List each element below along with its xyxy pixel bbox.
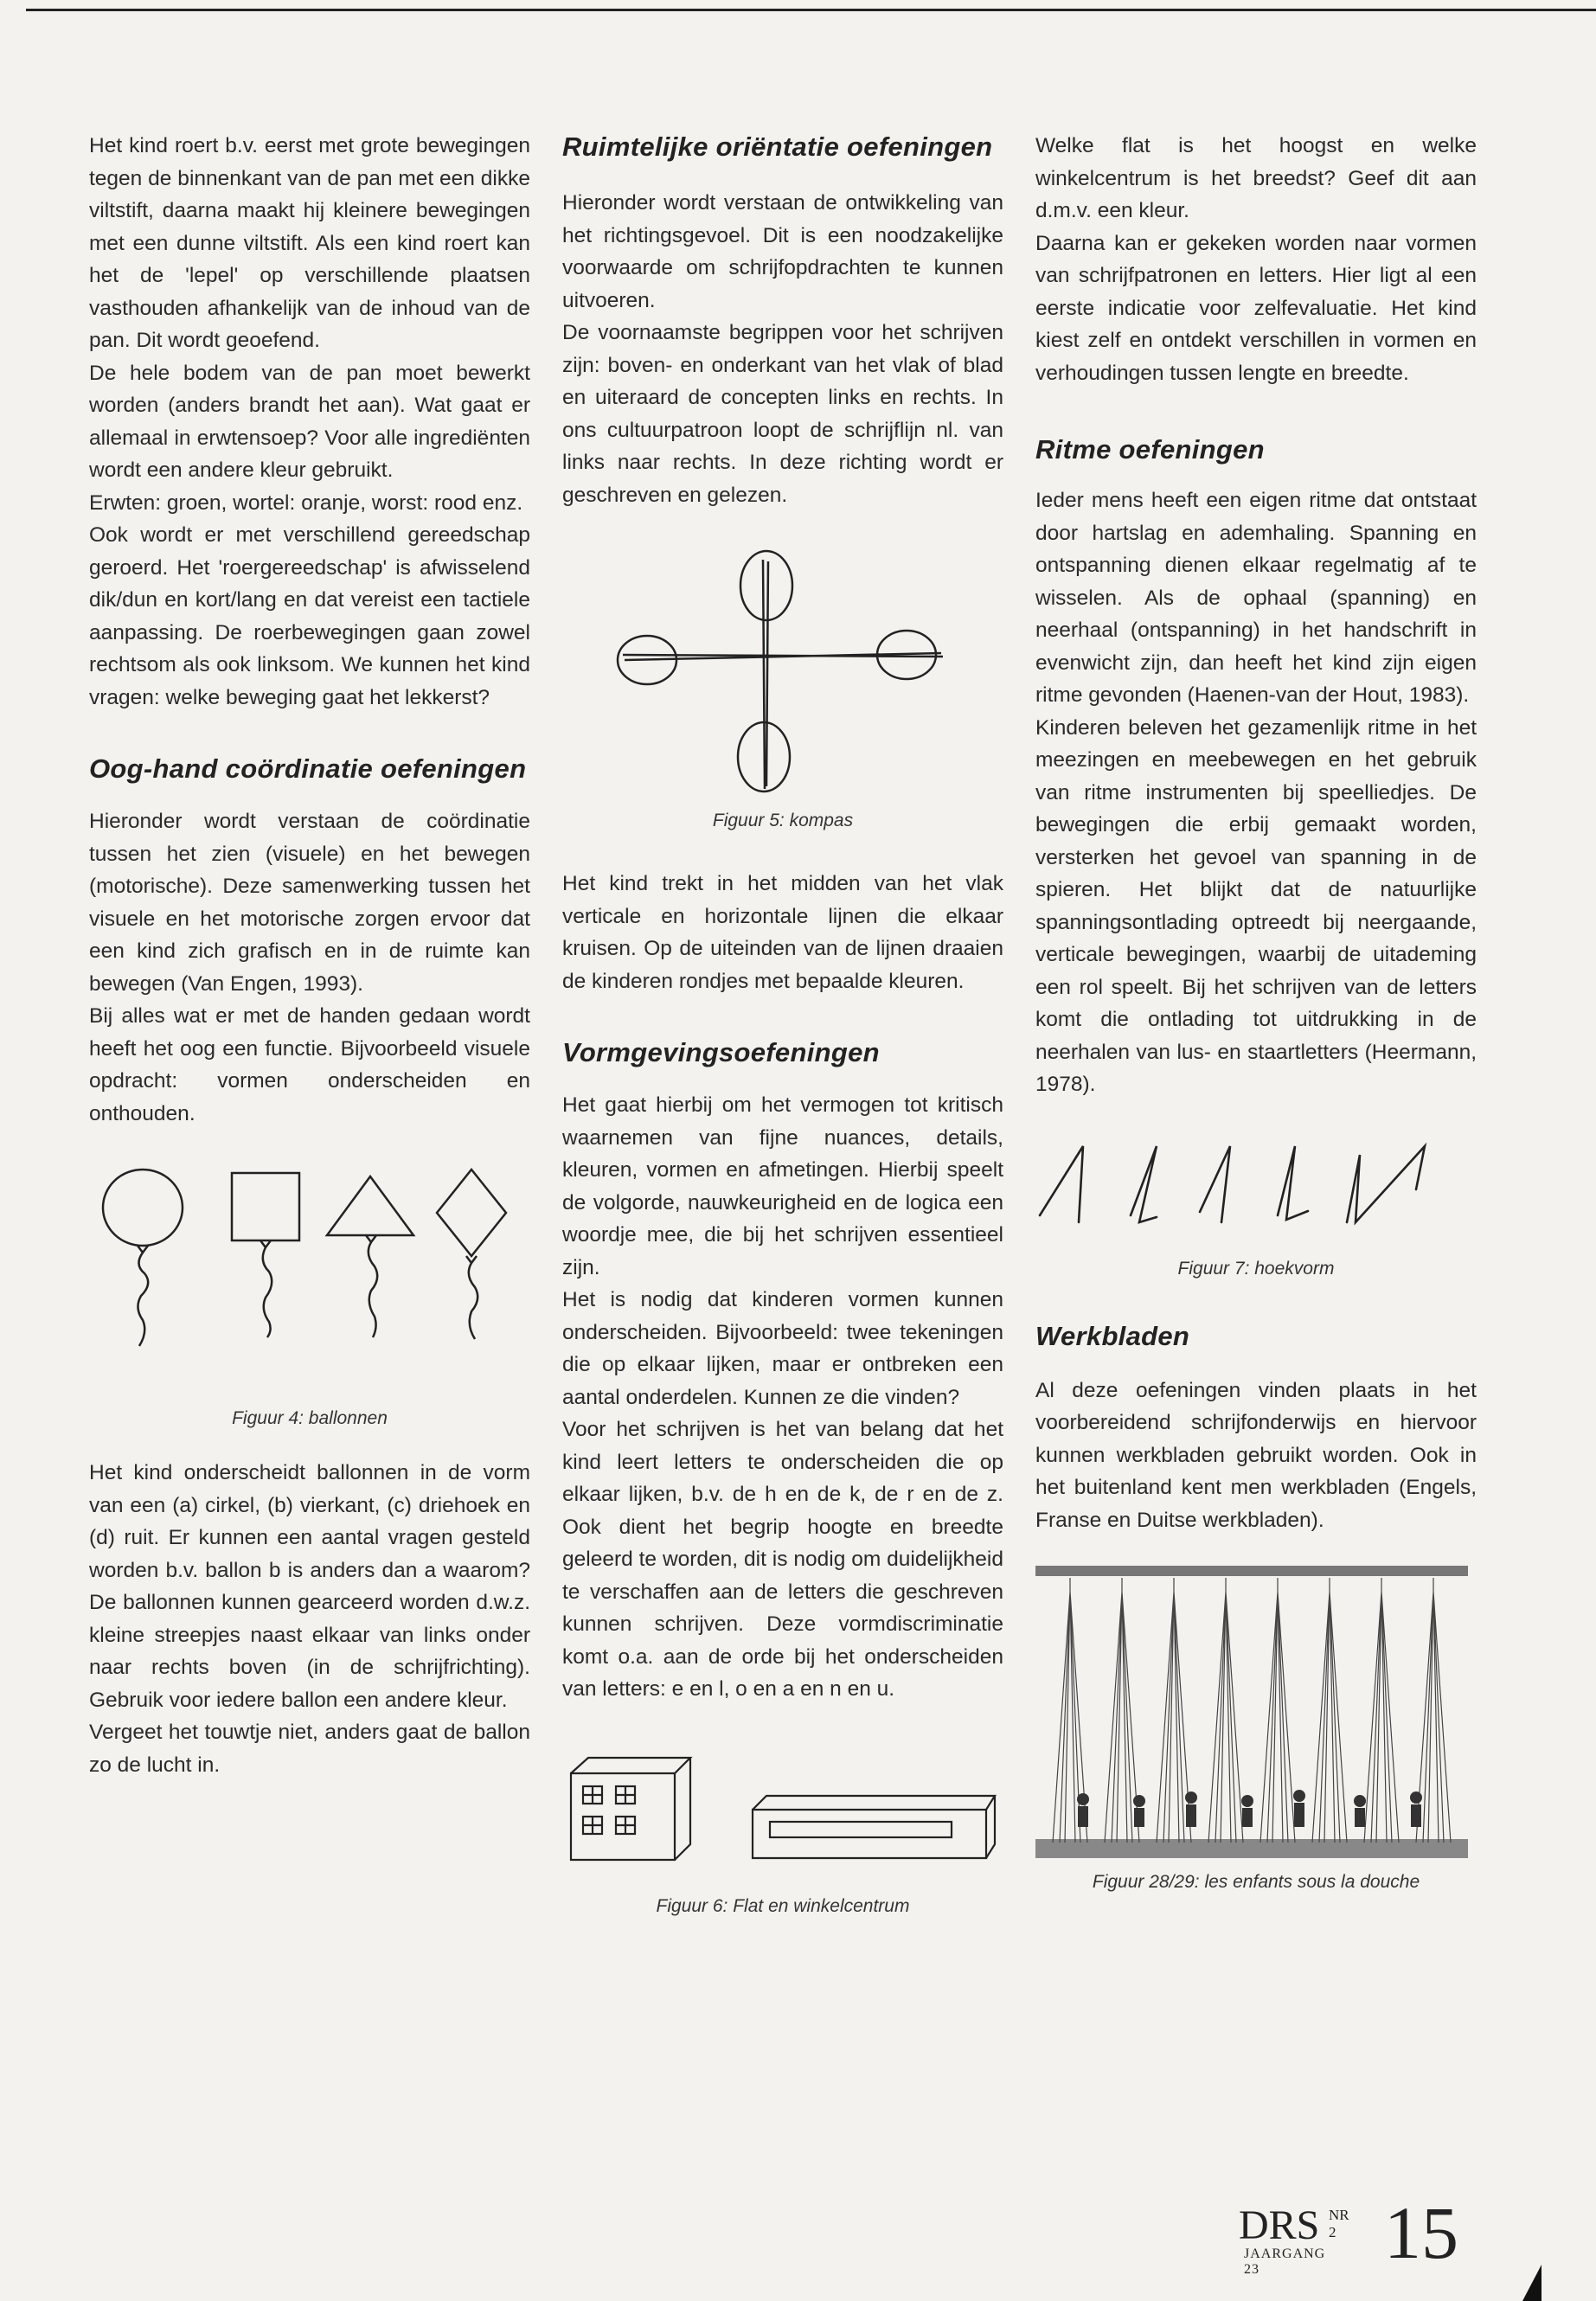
column-2 bbox=[562, 130, 1003, 1917]
section-heading-ritme: Ritme oefeningen bbox=[1035, 434, 1265, 465]
section-heading-oog-hand: Oog-hand coördinatie oefeningen bbox=[89, 753, 527, 784]
paragraph: Het is nodig dat kinderen vormen kunnen onderscheiden. Bijvoorbeeld: twee tekeningen die op elkaar lijken, maar er ontbreken een aantal onderdelen. Kunnen ze die vinden? bbox=[562, 1288, 1003, 1409]
figure-7-hoekvorm bbox=[1035, 1138, 1477, 1279]
magazine-logo: DRS bbox=[1239, 2202, 1320, 2248]
paragraph: Het kind onderscheidt ballonnen in de vorm van een (a) cirkel, (b) vierkant, (c) driehoek en (d) ruit. Er kunnen een aantal vragen gesteld worden b.v. ballon b is anders dan a waarom? De ballonnen kunnen gearceerd worden d.w.z. kleine streepjes naast elkaar van links onder naar rechts boven (in de schrijfrichting). Gebruik voor iedere ballon een andere kleur. bbox=[89, 1461, 530, 1712]
paragraph: Het gaat hierbij om het vermogen tot kritisch waarnemen van fijne nuances, details, kleuren, vormen en afmetingen. Hierbij speelt de volgorde, nauwkeurigheid en de logica een woordje mee, die bij het schrijven essentieel zijn. bbox=[562, 1093, 1003, 1279]
paragraph: Vergeet het touwtje niet, anders gaat de ballon zo de lucht in. bbox=[89, 1721, 530, 1777]
figure-28-29-douche bbox=[1035, 1566, 1477, 1893]
angle-strokes-illustration bbox=[1035, 1138, 1477, 1233]
section-heading-werkbladen: Werkbladen bbox=[1035, 1320, 1190, 1351]
figure-6-caption: Figuur 6: Flat en winkelcentrum bbox=[656, 1895, 910, 1916]
paragraph: Voor het schrijven is het van belang dat het kind leert letters te onderscheiden die op elkaar lijken, b.v. de h en de k, de r en de z. Ook dient het begrip hoogte en breedte geleerd te worden, dit is nodig om duidelijkheid te verschaffen aan de letters die geschreven kunnen schrijven. Deze vormdiscriminatie komt o.a. aan de orde bij het onderscheiden van letters: e en l, o en a en n en u. bbox=[562, 1418, 1003, 1701]
figure-4-caption: Figuur 4: ballonnen bbox=[232, 1408, 388, 1428]
paragraph: Erwten: groen, wortel: oranje, worst: rood enz. bbox=[89, 490, 523, 515]
paragraph: Het kind trekt in het midden van het vlak verticale en horizontale lijnen die elkaar kruisen. Op de uiteinden van de lijnen draaien de kinderen rondjes met bepaalde kleuren. bbox=[562, 872, 1003, 993]
figure-4-balloons bbox=[89, 1164, 530, 1429]
flat-and-mall-illustration bbox=[562, 1747, 1003, 1877]
paragraph: Hieronder wordt verstaan de coördinatie tussen het zien (visuele) en het bewegen (motorische). Deze samenwerking tussen het visuele en het motorische zorgen ervoor dat een kind zich grafisch en in de ruimte kan bewegen (Van Engen, 1993). bbox=[89, 810, 530, 996]
paragraph: Hieronder wordt verstaan de ontwikkeling van het richtingsgevoel. Dit is een noodzakelijke voorwaarde om schrijfopdrachten te kunnen uitvoeren. bbox=[562, 191, 1003, 312]
page-number: 15 bbox=[1384, 2191, 1458, 2274]
paragraph: Al deze oefeningen vinden plaats in het voorbereidend schrijfonderwijs en hiervoor kunnen werkbladen gebruikt worden. Ook in het buitenland kent men werkbladen (Engels, Franse en Duitse werkbladen). bbox=[1035, 1378, 1477, 1532]
figure-28-29-caption: Figuur 28/29: les enfants sous la douche bbox=[1092, 1872, 1420, 1892]
issue-number: NR 2 bbox=[1329, 2207, 1349, 2240]
shower-illustration bbox=[1035, 1566, 1468, 1860]
paragraph: Kinderen beleven het gezamenlijk ritme in het meezingen en meebewegen en het gebruik van ritme instrumenten bij speelliedjes. De bewegingen die erbij gemaakt worden, versterken het gevoel van spanning in de spieren. Het blijkt dat de natuurlijke spanningsontlading optreedt bij neergaande, verticale bewegingen, waarbij de uitademing een rol speelt. Bij het schrijven van de letters komt die ontlading tot uitdrukking in de neerhalen van lus- en staartletters (Heermann, 1978). bbox=[1035, 715, 1477, 1096]
column-1 bbox=[89, 130, 530, 1781]
figure-5-caption: Figuur 5: kompas bbox=[712, 811, 854, 830]
paragraph: Ieder mens heeft een eigen ritme dat ontstaat door hartslag en ademhaling. Spanning en ontspanning dienen elkaar regelmatig af te wisselen. Als de ophaal (spanning) en neerhaal (ontspanning) in het handschrift in evenwicht zijn, dan heeft het kind zijn eigen ritme gevonden (Haenen-van der Hout, 1983). bbox=[1035, 489, 1477, 707]
balloons-illustration bbox=[89, 1164, 530, 1381]
section-heading-vormgeving: Vormgevingsoefeningen bbox=[562, 1037, 880, 1067]
volume-label: JAARGANG 23 bbox=[1244, 2247, 1326, 2277]
column-3 bbox=[1035, 130, 1477, 1893]
compass-illustration bbox=[562, 542, 1003, 802]
section-heading-ruimtelijk: Ruimtelijke oriëntatie oefeningen bbox=[562, 131, 993, 162]
paragraph: Welke flat is het hoogst en welke winkelcentrum is het breedst? Geef dit aan d.m.v. een kleur. bbox=[1035, 134, 1477, 222]
paragraph: Het kind roert b.v. eerst met grote bewegingen tegen de binnenkant van de pan met een dikke viltstift, daarna maakt hij kleinere bewegingen met een dunne viltstift. Als een kind roert kan het de 'lepel' op verschillende plaatsen vasthouden afhankelijk van de inhoud van de pan. Dit wordt geoefend. bbox=[89, 134, 530, 352]
corner-mark-icon bbox=[1522, 2265, 1542, 2301]
figure-6-flat-winkelcentrum bbox=[562, 1747, 1003, 1917]
paragraph: Ook wordt er met verschillend gereedschap geroerd. Het 'roergereedschap' is afwisselend dik/dun en kort/lang en dat vereist een tactiele aanpassing. De roerbewegingen gaan zowel rechtsom als ook linksom. We kunnen het kind vragen: welke beweging gaat het lekkerst? bbox=[89, 523, 530, 709]
top-rule bbox=[26, 9, 1596, 11]
figure-5-compass bbox=[562, 542, 1003, 831]
paragraph: Bij alles wat er met de handen gedaan wordt heeft het oog een functie. Bijvoorbeeld visuele opdracht: vormen onderscheiden en onthouden. bbox=[89, 1004, 530, 1125]
paragraph: De voornaamste begrippen voor het schrijven zijn: boven- en onderkant van het vlak of blad en uiteraard de concepten links en rechts. In ons cultuurpatroon loopt de schrijflijn nl. van links naar rechts. In deze richting wordt er geschreven en gelezen. bbox=[562, 321, 1003, 507]
paragraph: De hele bodem van de pan moet bewerkt worden (anders brandt het aan). Wat gaat er allemaal in erwtensoep? Voor alle ingrediënten wordt een andere kleur gebruikt. bbox=[89, 361, 530, 482]
figure-7-caption: Figuur 7: hoekvorm bbox=[1177, 1258, 1335, 1279]
paragraph: Daarna kan er gekeken worden naar vormen van schrijfpatronen en letters. Hier ligt al een eerste indicatie voor zelfevaluatie. Het kind kiest zelf en ontdekt verschillen in vormen en verhoudingen tussen lengte en breedte. bbox=[1035, 231, 1477, 385]
